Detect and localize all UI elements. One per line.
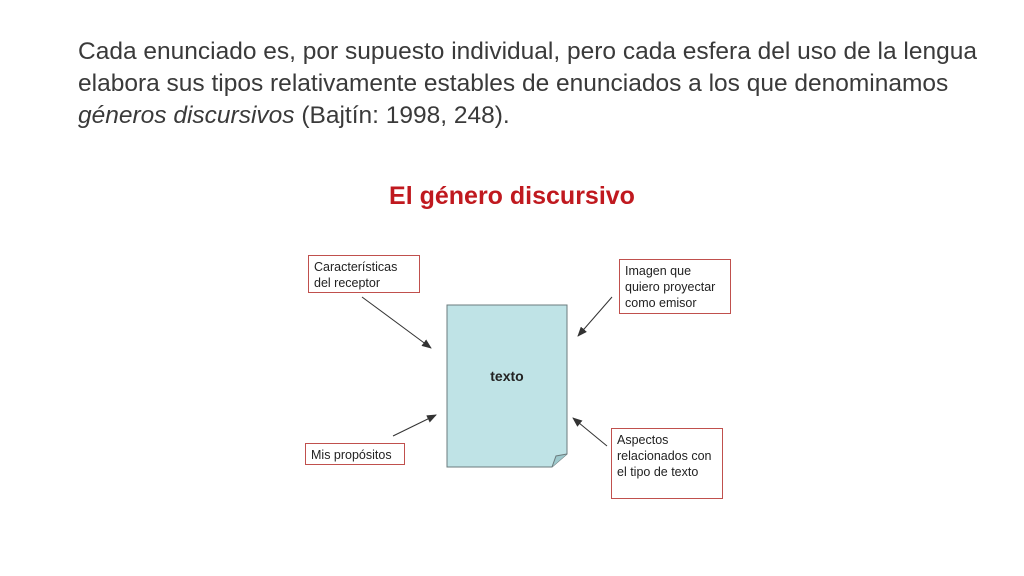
arrow-emisor bbox=[578, 297, 612, 336]
box-imagen-emisor: Imagen que quiero proyectar como emisor bbox=[619, 259, 731, 314]
box-aspectos-tipo-texto: Aspectos relacionados con el tipo de texto bbox=[611, 428, 723, 499]
quote-text: Cada enunciado es, por supuesto individual, pero cada esfera del uso de la lengua elabora sus tipos relativamente estables de enunciados a los que denominamos bbox=[78, 38, 977, 97]
quote-emphasis: géneros discursivos bbox=[78, 102, 295, 129]
quote-citation: (Bajtín: 1998, 248). bbox=[294, 102, 510, 129]
box-mis-propositos: Mis propósitos bbox=[305, 443, 405, 465]
arrow-propositos bbox=[393, 415, 436, 436]
diagram-title: El género discursivo bbox=[389, 182, 635, 210]
box-caracteristicas-receptor: Características del receptor bbox=[308, 255, 420, 293]
arrow-receptor bbox=[362, 297, 431, 348]
text-document-shape bbox=[447, 305, 567, 467]
arrow-aspectos bbox=[573, 418, 607, 446]
texto-label: texto bbox=[490, 368, 524, 384]
